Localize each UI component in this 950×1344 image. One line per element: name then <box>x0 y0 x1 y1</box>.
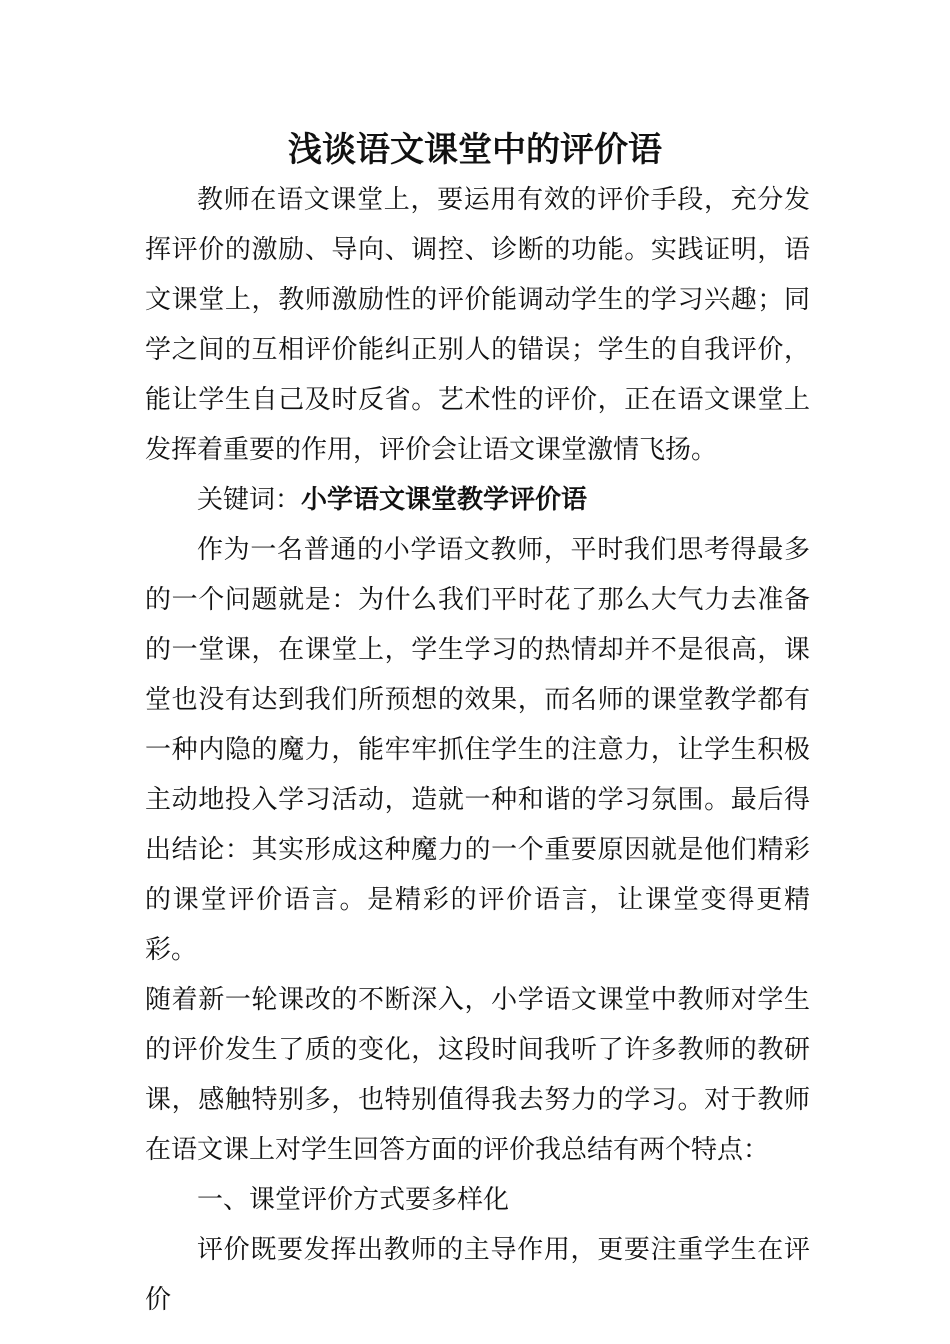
body-paragraph-3: 评价既要发挥出教师的主导作用，更要注重学生在评价 <box>145 1235 810 1315</box>
body-paragraph-2: 随着新一轮课改的不断深入，小学语文课堂中教师对学生的评价发生了质的变化，这段时间我听了许多教师的教研课，感触特别多，也特别值得我去努力的学习。对于教师在语文课上对学生回答方面的评价我总结有两个特点： <box>145 985 810 1165</box>
section-heading-1: 一、课堂评价方式要多样化 <box>197 1185 510 1215</box>
keywords-line <box>145 475 810 525</box>
document-title: 浅谈语文课堂中的评价语 <box>288 130 662 170</box>
body-paragraph-1: 作为一名普通的小学语文教师，平时我们思考得最多的一个问题就是：为什么我们平时花了那么大气力去准备的一堂课，在课堂上，学生学习的热情却并不是很高，课堂也没有达到我们所预想的效果，而名师的课堂教学都有一种内隐的魔力，能牢牢抓住学生的注意力，让学生积极主动地投入学习活动，造就一种和谐的学习氛围。最后得出结论：其实形成这种魔力的一个重要原因就是他们精彩的课堂评价语言。是精彩的评价语言，让课堂变得更精彩。 <box>145 535 810 965</box>
keywords-value: 小学语文课堂教学评价语 <box>301 485 588 515</box>
document-body <box>145 175 810 1325</box>
keywords-label: 关键词： <box>197 485 302 515</box>
abstract-paragraph: 教师在语文课堂上，要运用有效的评价手段，充分发挥评价的激励、导向、调控、诊断的功能。实践证明，语文课堂上，教师激励性的评价能调动学生的学习兴趣；同学之间的互相评价能纠正别人的错误；学生的自我评价，能让学生自己及时反省。艺术性的评价，正在语文课堂上发挥着重要的作用，评价会让语文课堂激情飞扬。 <box>145 185 810 465</box>
